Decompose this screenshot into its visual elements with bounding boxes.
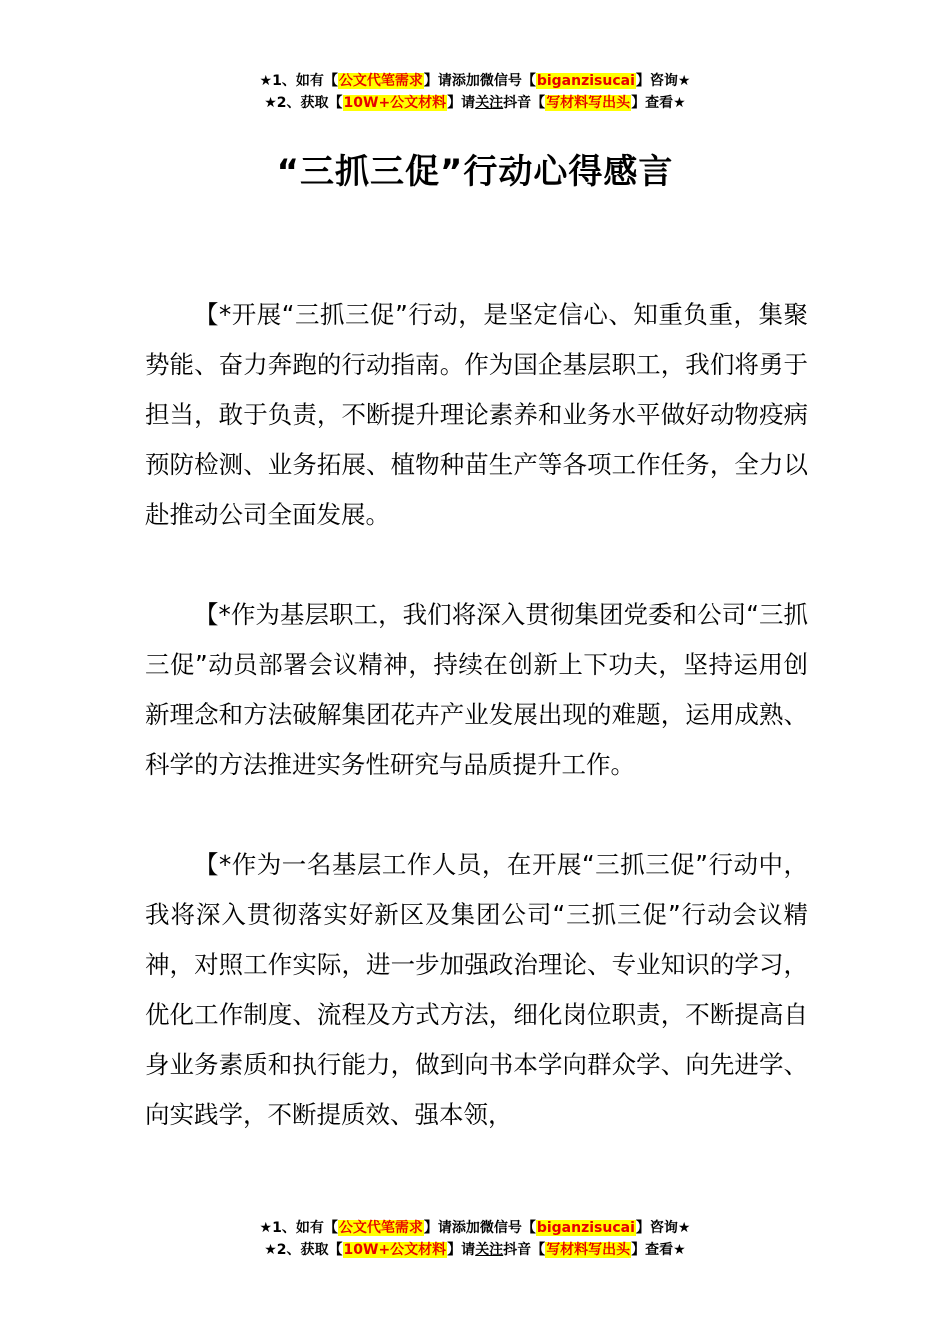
banner-line-2: ★2、获取【10W+公文材料】请关注抖音【写材料写出头】查看★ <box>264 1242 686 1258</box>
banner-line-1: ★1、如有【公文代笔需求】请添加微信号【biganzisucai】咨询★ <box>259 73 691 89</box>
paragraph-2: 【*作为基层职工，我们将深入贯彻集团党委和公司“三抓三促”动员部署会议精神，持续在创新上下功夫，坚持运用创新理念和方法破解集团花卉产业发展出现的难题，运用成熟、科学的方法推进实务性研究与品质提升工作。 <box>145 600 808 779</box>
highlight-douyin-account: 写材料写出头 <box>546 1242 631 1258</box>
highlight-materials: 10W+公文材料 <box>343 1242 447 1258</box>
highlight-ghostwriting: 公文代笔需求 <box>338 1220 423 1236</box>
highlight-douyin-account: 写材料写出头 <box>546 95 631 111</box>
paragraph-3: 【*作为一名基层工作人员，在开展“三抓三促”行动中，我将深入贯彻落实好新区及集团公司“三抓三促”行动会议精神，对照工作实际，进一步加强政治理论、专业知识的学习，优化工作制度、流程及方式方法，细化岗位职责，不断提高自身业务素质和执行能力，做到向书本学向群众学、向先进学、向实践学，不断提质效、强本领， <box>145 850 808 1129</box>
highlight-materials: 10W+公文材料 <box>343 95 447 111</box>
highlight-wechat-id: biganzisucai <box>536 73 635 89</box>
underlined-follow: 关注 <box>475 1242 504 1258</box>
document-title: “三抓三促”行动心得感言 <box>276 152 674 192</box>
document-body <box>145 290 808 1140</box>
underlined-follow: 关注 <box>475 95 504 111</box>
header-banner <box>0 70 950 114</box>
banner-line-1: ★1、如有【公文代笔需求】请添加微信号【biganzisucai】咨询★ <box>259 1220 691 1236</box>
highlight-ghostwriting: 公文代笔需求 <box>338 73 423 89</box>
footer-banner <box>0 1217 950 1261</box>
highlight-wechat-id: biganzisucai <box>536 1220 635 1236</box>
paragraph-1: 【*开展“三抓三促”行动，是坚定信心、知重负重，集聚势能、奋力奔跑的行动指南。作为国企基层职工，我们将勇于担当，敢于负责，不断提升理论素养和业务水平做好动物疫病预防检测、业务拓展、植物种苗生产等各项工作任务，全力以赴推动公司全面发展。 <box>145 300 808 529</box>
banner-line-2: ★2、获取【10W+公文材料】请关注抖音【写材料写出头】查看★ <box>264 95 686 111</box>
